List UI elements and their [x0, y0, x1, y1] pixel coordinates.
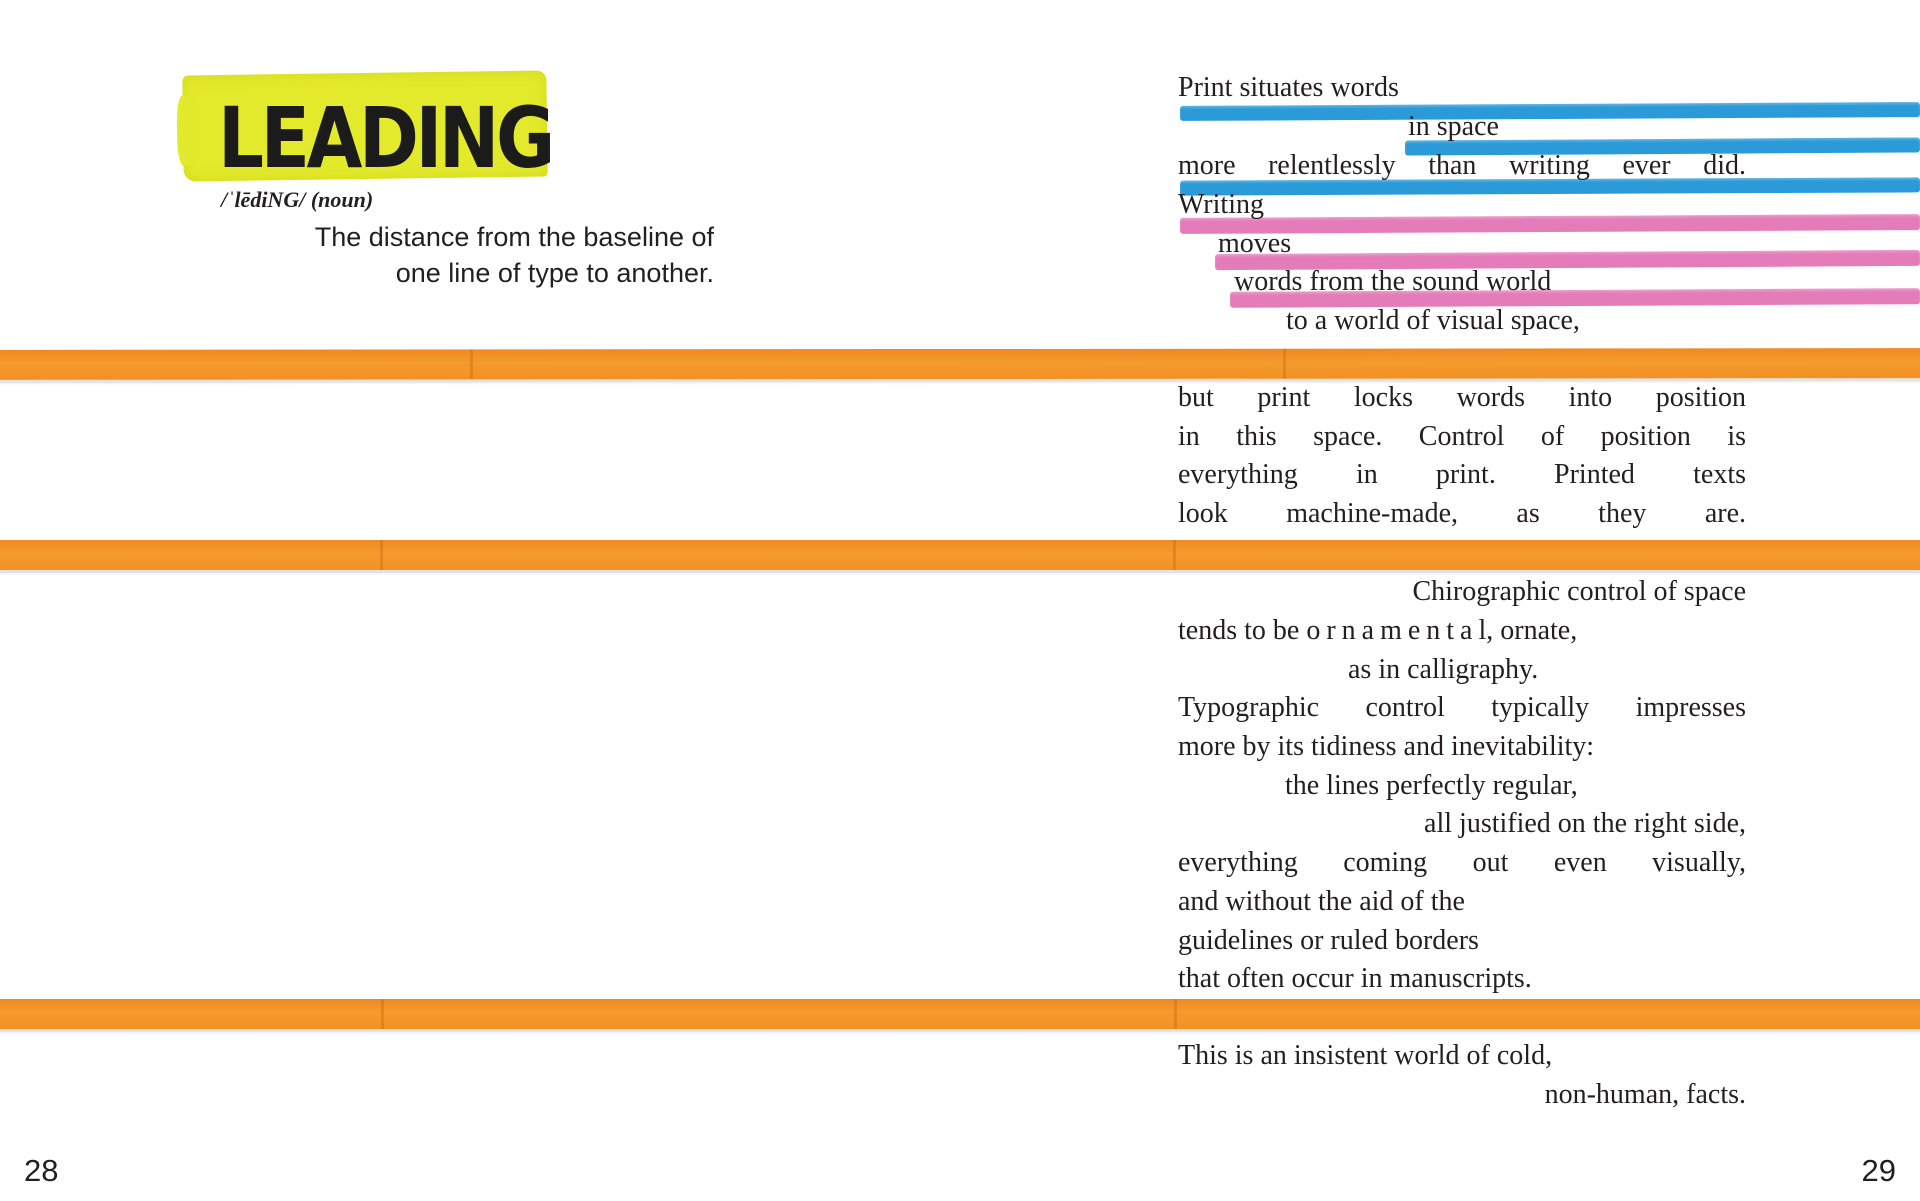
poem-line: to a world of visual space,: [1286, 305, 1580, 336]
poem-line: that often occur in manuscripts.: [1178, 963, 1532, 994]
definition: [230, 219, 714, 291]
poem-line: Typographic control typically impresses: [1178, 692, 1746, 723]
pronunciation: /ˈlēdiNG/ (noun): [221, 187, 374, 212]
poem-line: look machine-made, as they are.: [1178, 498, 1746, 529]
poem-line: more relentlessly than writing ever did.: [1178, 150, 1746, 181]
poem-line: moves: [1218, 228, 1292, 259]
poem-line: in space: [1408, 111, 1499, 142]
poem-line: guidelines or ruled borders: [1178, 925, 1479, 956]
orange-tape-strip-3: [0, 999, 1920, 1029]
poem-line: more by its tidiness and inevitability:: [1178, 731, 1595, 762]
poem-line: the lines perfectly regular,: [1285, 770, 1578, 801]
poem-line: Writing: [1178, 189, 1264, 220]
poem-spaced-word: ornamenta: [1306, 615, 1479, 646]
poem-line: in this space. Control of position is: [1178, 421, 1746, 452]
page-number-left: 28: [24, 1153, 59, 1188]
poem-fragment: l, ornate,: [1478, 615, 1578, 646]
poem-line: but print locks words into position: [1178, 382, 1746, 413]
poem-line-ornamental: [1178, 613, 1746, 649]
poem-line: non-human, facts.: [1544, 1079, 1746, 1110]
poem-line: Chirographic control of space: [1412, 576, 1746, 607]
poem-line: Print situates words: [1178, 72, 1399, 103]
definition-line-1: The distance from the baseline of: [314, 222, 714, 252]
orange-tape-strip-2: [0, 540, 1920, 570]
poem-line: and without the aid of the: [1178, 886, 1465, 917]
poem-line: as in calligraphy.: [1348, 654, 1539, 685]
poem-line: This is an insistent world of cold,: [1178, 1040, 1553, 1071]
poem-line: all justified on the right side,: [1424, 808, 1746, 839]
poem-line: everything in print. Printed texts: [1178, 459, 1746, 490]
headword-title: LEADING: [218, 89, 552, 187]
page-number-right: 29: [1861, 1153, 1896, 1188]
poem-line: words from the sound world: [1234, 266, 1552, 297]
poem-fragment: tends to be: [1178, 615, 1307, 646]
definition-line-2: one line of type to another.: [395, 258, 714, 288]
poem-line: everything coming out even visually,: [1178, 847, 1746, 878]
orange-tape-strip-1: [0, 348, 1920, 380]
